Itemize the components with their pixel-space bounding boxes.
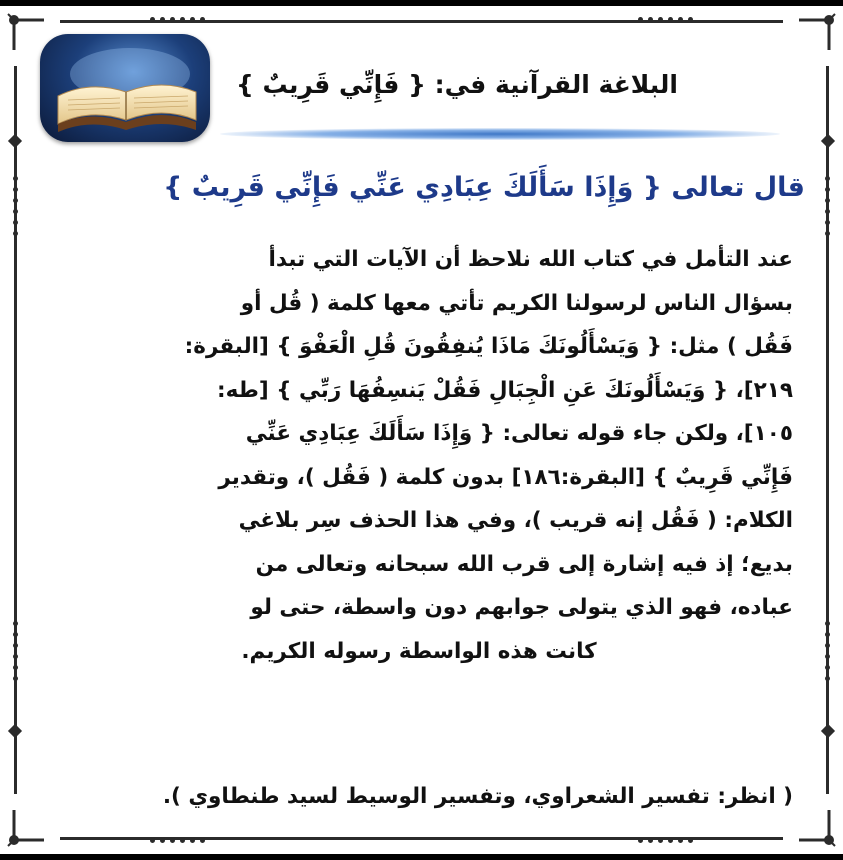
corner-ornament-icon	[795, 806, 839, 850]
body-paragraph	[45, 238, 793, 673]
source-reference: ( انظر: تفسير الشعراوي، وتفسير الوسيط لسيد طنطاوي ).	[162, 784, 793, 809]
body-line: الكلام: ( فَقُل إنه قريب )، وفي هذا الحذف سِر بلاغي	[238, 508, 793, 533]
header	[40, 32, 810, 150]
dot-ornament-icon	[638, 17, 693, 22]
body-line: بديع؛ إذ فيه إشارة إلى قرب الله سبحانه وتعالى من	[255, 551, 793, 577]
title-ayah: { فَإِنِّي قَرِيبٌ }	[236, 69, 426, 99]
corner-ornament-icon	[4, 806, 48, 850]
body-line: ٢١٩]، { وَيَسْأَلُونَكَ عَنِ الْجِبَالِ فَقُلْ يَنسِفُهَا رَبِّي } [طه:	[217, 377, 793, 403]
body-line: كانت هذه الواسطة رسوله الكريم.	[241, 638, 597, 664]
header-title-bar	[236, 58, 796, 110]
dot-ornament-icon	[150, 838, 205, 843]
verse-heading: قال تعالى { وَإِذَا سَأَلَكَ عِبَادِي عَنِّي فَإِنِّي قَرِيبٌ }	[163, 172, 805, 203]
open-book-icon	[40, 34, 210, 142]
dot-ornament-icon	[638, 838, 693, 843]
page-title	[236, 70, 678, 99]
body-line: ١٠٥]، ولكن جاء قوله تعالى: { وَإِذَا سَأَلَكَ عِبَادِي عَنِّي	[245, 421, 793, 446]
body-line: فَإِنِّي قَرِيبٌ } [البقرة:١٨٦] بدون كلمة ( فَقُل )، وتقدير	[218, 464, 793, 490]
dot-ornament-icon	[825, 176, 830, 236]
dot-ornament-icon	[13, 176, 18, 236]
dot-ornament-icon	[13, 621, 18, 681]
diamond-ornament-icon	[8, 724, 22, 738]
diamond-ornament-icon	[821, 724, 835, 738]
body-line: عباده، فهو الذي يتولى جوابهم دون واسطة، حتى لو	[250, 595, 793, 620]
dot-ornament-icon	[150, 17, 205, 22]
body-line: عند التأمل في كتاب الله نلاحظ أن الآيات التي تبدأ	[268, 247, 793, 272]
body-line: فَقُل ) مثل: { وَيَسْأَلُونَكَ مَاذَا يُنفِقُونَ قُلِ الْعَفْوَ } [البقرة:	[184, 334, 793, 359]
diamond-ornament-icon	[821, 134, 835, 148]
title-underline	[220, 128, 780, 140]
dot-ornament-icon	[825, 621, 830, 681]
title-prefix: البلاغة القرآنية في:	[434, 69, 678, 99]
diamond-ornament-icon	[8, 134, 22, 148]
document-page	[0, 6, 843, 854]
body-line: بسؤال الناس لرسولنا الكريم تأتي معها كلمة ( قُل أو	[240, 290, 793, 316]
